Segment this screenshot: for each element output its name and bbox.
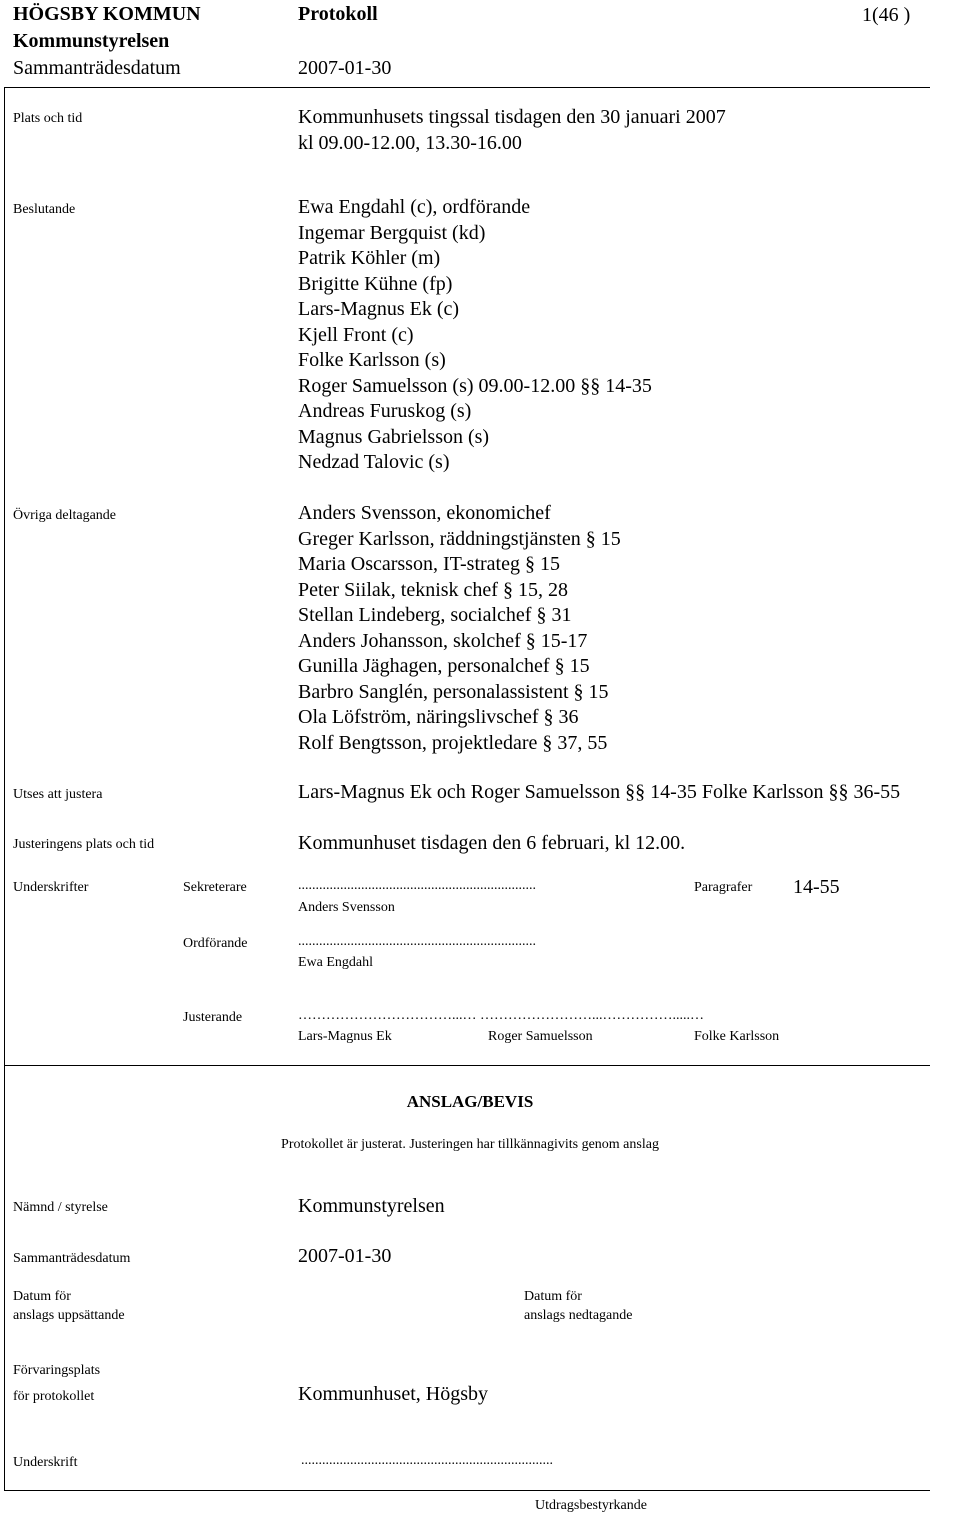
list-item: Greger Karlsson, räddningstjänsten § 15 [298, 527, 621, 550]
list-item: Magnus Gabrielsson (s) [298, 425, 490, 448]
adjuster-name-3: Folke Karlsson [694, 1029, 780, 1044]
adjustment-label: Justeringens plats och tid [13, 837, 155, 852]
secretary-label: Sekreterare [183, 880, 247, 895]
notice-statement: Protokollet är justerat. Justeringen har tillkännagivits genom anslag [281, 1137, 659, 1152]
decision-makers-list [298, 195, 652, 476]
posted-label-2: anslags uppsättande [13, 1308, 125, 1323]
list-item: Maria Oscarsson, IT-strateg § 15 [298, 553, 560, 575]
adjuster-label: Justerande [183, 1010, 243, 1025]
chair-signature-line: .................................................................... [298, 934, 536, 949]
doc-type: Protokoll [298, 3, 378, 25]
list-item: Andreas Furuskog (s) [298, 400, 472, 422]
secretary-signature-line: .................................................................... [298, 878, 536, 893]
list-item: Nedzad Talovic (s) [298, 451, 450, 473]
list-item: Barbro Sanglén, personalassistent § 15 [298, 680, 609, 703]
adjuster-signature-line: ……………………………...… ……………………...…………….....… [298, 1008, 704, 1023]
adjustment-value: Kommunhuset tisdagen den 6 februari, kl 12.00. [298, 832, 686, 854]
adjusters-value: Lars-Magnus Ek och Roger Samuelsson §§ 14-35 Folke Karlsson §§ 36-55 [298, 781, 901, 803]
removed-label-1: Datum för [524, 1289, 582, 1304]
list-item: Roger Samuelsson (s) 09.00-12.00 §§ 14-35 [298, 374, 652, 397]
list-item: Anders Johansson, skolchef § 15-17 [298, 629, 588, 652]
adjusters-label: Utses att justera [13, 787, 103, 802]
page-number: 1(46 ) [862, 4, 911, 26]
board-name: Kommunstyrelsen [13, 30, 170, 52]
meeting-date-label: Sammanträdesdatum [13, 57, 181, 79]
meeting-date: 2007-01-30 [298, 57, 392, 79]
header-divider [4, 87, 930, 88]
list-item: Patrik Köhler (m) [298, 247, 441, 269]
list-item: Folke Karlsson (s) [298, 349, 446, 371]
list-item: Stellan Lindeberg, socialchef § 31 [298, 604, 572, 626]
list-item: Lars-Magnus Ek (c) [298, 298, 460, 320]
notice-date-label: Sammanträdesdatum [13, 1251, 131, 1266]
storage-value: Kommunhuset, Högsby [298, 1383, 488, 1405]
body-value: Kommunstyrelsen [298, 1195, 445, 1217]
place-time-line2: kl 09.00-12.00, 13.30-16.00 [298, 132, 522, 154]
decision-makers-label: Beslutande [13, 202, 76, 217]
storage-label-2: för protokollet [13, 1389, 95, 1404]
list-item: Peter Siilak, teknisk chef § 15, 28 [298, 578, 568, 601]
chair-label: Ordförande [183, 936, 248, 951]
posted-label-1: Datum för [13, 1289, 71, 1304]
paragraphs-label: Paragrafer [694, 880, 753, 895]
paragraphs-value: 14-55 [793, 876, 840, 898]
org-name: HÖGSBY KOMMUN [13, 3, 201, 25]
notice-date-value: 2007-01-30 [298, 1245, 392, 1267]
other-participants-label: Övriga deltagande [13, 508, 117, 523]
signature-label: Underskrift [13, 1455, 78, 1470]
body-label: Nämnd / styrelse [13, 1200, 108, 1215]
signature-line: ........................................................................ [301, 1453, 553, 1468]
list-item: Ingemar Bergquist (kd) [298, 221, 486, 244]
secretary-name: Anders Svensson [298, 900, 395, 915]
place-time-label: Plats och tid [13, 111, 83, 126]
other-participants-list [298, 501, 621, 756]
list-item: Ewa Engdahl (c), ordförande [298, 196, 531, 218]
list-item: Ola Löfström, näringslivschef § 36 [298, 706, 579, 728]
place-time-line1: Kommunhusets tingssal tisdagen den 30 januari 2007 [298, 106, 726, 128]
signatures-label: Underskrifter [13, 880, 89, 895]
list-item: Kjell Front (c) [298, 323, 414, 346]
notice-divider [4, 1065, 930, 1066]
storage-label-1: Förvaringsplats [13, 1363, 101, 1378]
left-border [4, 87, 5, 1067]
list-item: Gunilla Jäghagen, personalchef § 15 [298, 655, 590, 677]
list-item: Brigitte Kühne (fp) [298, 272, 453, 295]
chair-name: Ewa Engdahl [298, 955, 374, 970]
notice-left-border [4, 1065, 5, 1490]
notice-title: ANSLAG/BEVIS [406, 1092, 534, 1111]
list-item: Anders Svensson, ekonomichef [298, 502, 551, 524]
list-item: Rolf Bengtsson, projektledare § 37, 55 [298, 731, 608, 754]
removed-label-2: anslags nedtagande [524, 1308, 633, 1323]
adjuster-name-1: Lars-Magnus Ek [298, 1029, 392, 1044]
adjuster-name-2: Roger Samuelsson [488, 1029, 593, 1044]
certified-label: Utdragsbestyrkande [535, 1498, 647, 1513]
bottom-border [4, 1490, 930, 1491]
